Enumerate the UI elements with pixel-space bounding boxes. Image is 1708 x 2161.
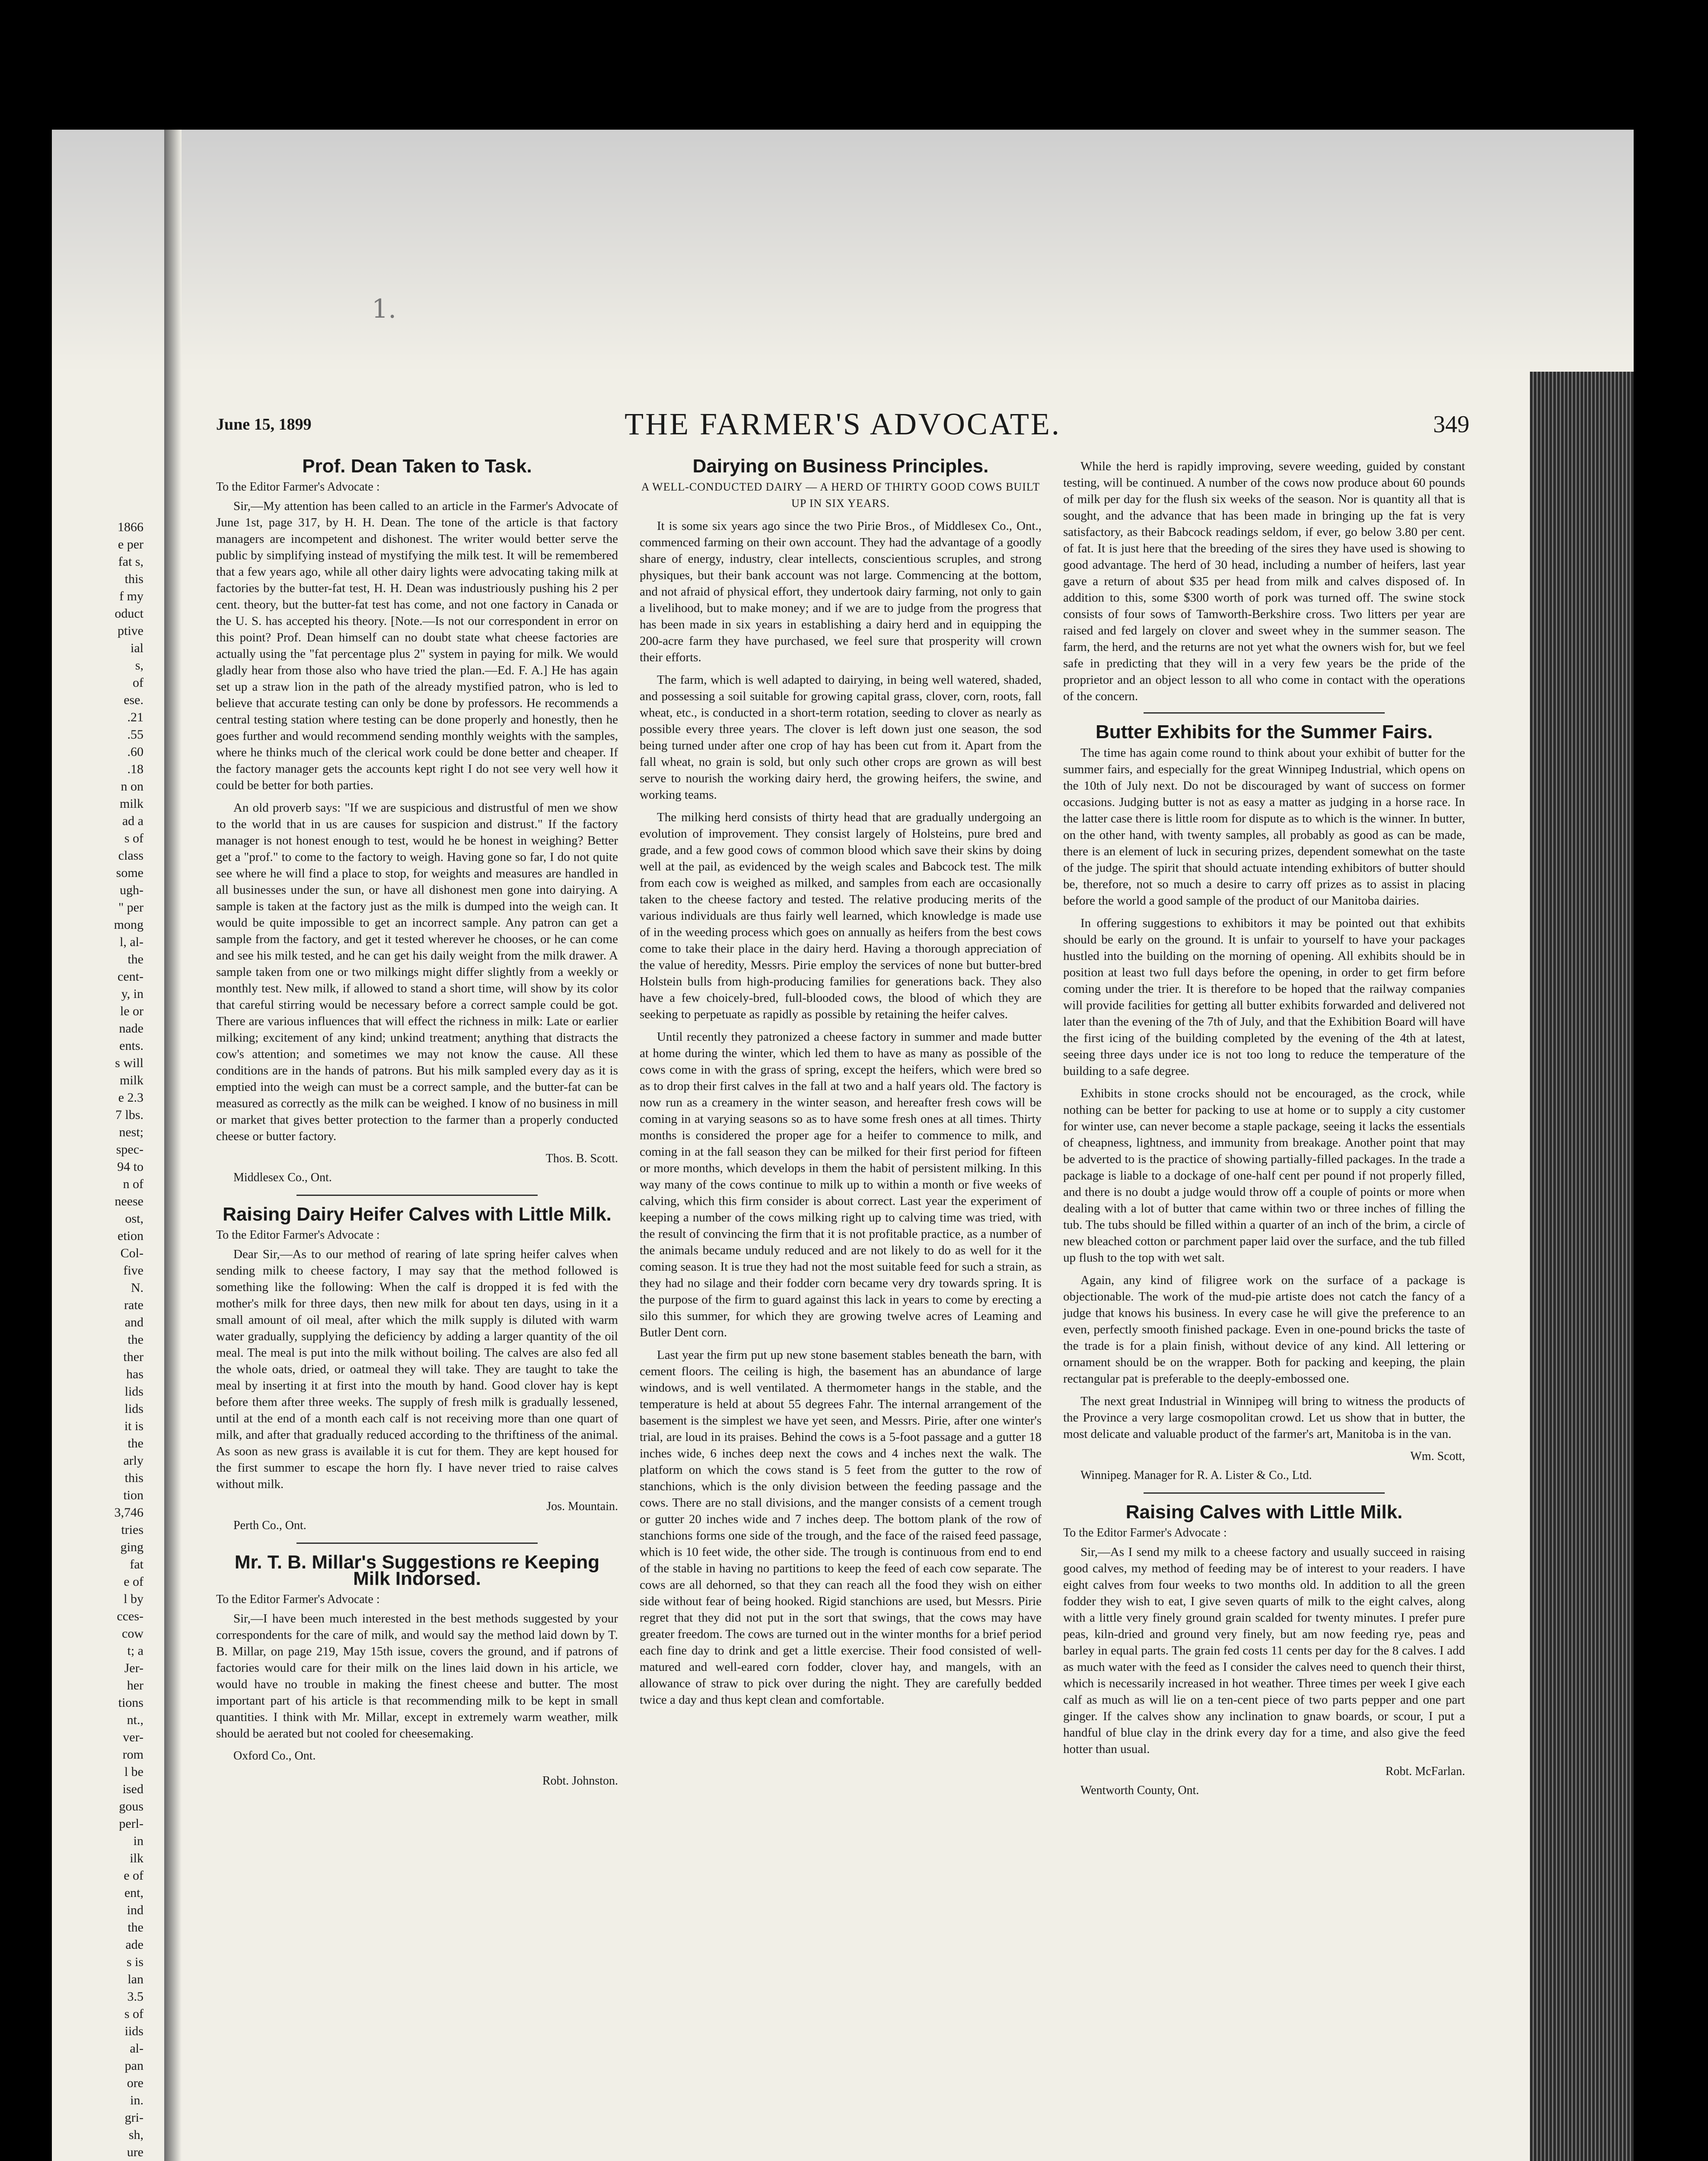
left-page-fragment: milk bbox=[119, 1073, 143, 1087]
page-fold-shadow bbox=[52, 130, 1634, 372]
editor-salutation: To the Editor Farmer's Advocate : bbox=[216, 480, 380, 494]
left-page-fragment: mong bbox=[114, 918, 143, 932]
newspaper-page bbox=[52, 130, 1634, 2161]
left-page-fragment: e 2.3 bbox=[118, 1090, 143, 1105]
paragraph: An old proverb says: "If we are suspicious and distrustful of men we show to the world that in us are causes for suspicion and distrust." If the factory manager is not honest enough to test, would he be honest in weighing? Better get a "prof." to come to the factory to weigh. Having gone so far, I do not quite see where he will find a place to stop, for weights and measures are handled in all businesses under the sun, or have all dishonest men gone into dairying. A sample is taken at the factory just as the milk is dumped into the weigh can. It would be quite impossible to get an incorrect sample. Any patron can get a sample from the factory, and get it tested wherever he chooses, or he can come and see his milk tested, and he can get his daily weight from the milk drawer. A sample taken from one or two milkings might differ slightly from a weekly or monthly test. New milk, if allowed to stand a short time, will show by its color that careful stirring would be necessary before a correct sample could be got. There are various influences that will effect the richness in milk: Late or earlier milking; excitement of any kind; unkind treatment; anything that distracts the cow's attention; and sometimes we may not know the cause. All these conditions are in the hands of patrons. But his milk sampled every day as it is emptied into the weigh can must be a correct sample, and the butter-fat can be measured as correctly as the milk can be weighed. I know of no business in mill or market that gives better protection to the farmer than a properly conducted cheese or butter factory. bbox=[216, 801, 618, 1143]
divider bbox=[296, 1543, 538, 1544]
paragraph: The farm, which is well adapted to dairying, in being well watered, shaded, and possessing a soil suitable for growing capital grass, clover, corn, roots, fall wheat, etc., is conducted in a short-term rotation, seeding to clover as nearly as possible every three years. The clover is left down just one season, the sod being turned under after one crop of hay has been cut from it. Apart from the fall wheat, no grain is sold, but only such other crops are grown as will best serve to nourish the working dairy herd, the growing heifers, the swine, and working teams. bbox=[640, 673, 1042, 802]
left-page-fragment: rom bbox=[122, 1747, 143, 1762]
left-page-fragment: cent- bbox=[118, 969, 143, 984]
paragraph: Sir,—As I send my milk to a cheese factory and usually succeed in raising good calves, my method of feeding may be of interest to your readers. I have eight calves from four weeks to two months old. In addition to all the green fodder they wish to eat, I give seven quarts of milk to the eight calves, along with a little very finely ground grain scalded for twenty minutes. I prefer pure peas, kiln-dried and ground very finely, but am now feeding rye, peas and barley in equal parts. The grain fed costs 11 cents per day for the 8 calves. I add as much water with the feed as I consider the calves need to quench their thirst, which is necessarily increased in hot weather. Three times per week I give each calf as much as will lie on a ten-cent piece of two parts pepper and one part ginger. If the calves show any inclination to gnaw boards, or scour, I put a handful of blue clay in the drink every day for a time, and also give the feed hotter than usual. bbox=[1063, 1545, 1465, 1756]
header-date: June 15, 1899 bbox=[216, 415, 312, 433]
signature: Wm. Scott, bbox=[1410, 1450, 1465, 1463]
article-title: Mr. T. B. Millar's Suggestions re Keeping Milk Indorsed. bbox=[234, 1552, 600, 1589]
page-stack-edge bbox=[1530, 372, 1634, 2161]
left-page-fragment: it is bbox=[124, 1419, 143, 1433]
divider bbox=[1144, 1492, 1385, 1494]
paragraph: In offering suggestions to exhibitors it may be pointed out that exhibits should be early on the ground. It is unfair to yourself to have your packages hustled into the building on the morning of opening. All exhibits should be in position at least two full days before the opening, in order to get firm before coming under the trier. It is therefore to be hoped that the railway companies will provide facilities for getting all butter exhibits forwarded and delivered not later than the evening of the 7th of July, and that the Exhibition Board will have the first icing of the building completed by the evening of the 4th at latest, seeing three days under ice is not too long to reduce the temperature of the building to a safe degree. bbox=[1063, 916, 1465, 1078]
left-page-fragment: s of bbox=[124, 831, 143, 845]
article-title: Prof. Dean Taken to Task. bbox=[302, 456, 532, 477]
column-3 bbox=[1063, 458, 1465, 1807]
column-2 bbox=[640, 458, 1042, 1714]
left-page-fragment: ther bbox=[123, 1350, 143, 1364]
left-page-fragment: n of bbox=[123, 1177, 143, 1191]
left-page-fragment: in. bbox=[130, 2093, 143, 2107]
left-page-fragment: t; a bbox=[127, 1644, 143, 1658]
left-page-fragment: ese. bbox=[124, 693, 143, 707]
left-page-fragment: the bbox=[127, 1920, 143, 1935]
location: Perth Co., Ont. bbox=[233, 1519, 306, 1532]
article-subtitle: A WELL-CONDUCTED DAIRY — A HERD OF THIRTY GOOD COWS BUILT UP IN SIX YEARS. bbox=[641, 481, 1040, 510]
left-page-fragment: arly bbox=[123, 1453, 143, 1468]
paragraph: The time has again come round to think about your exhibit of butter for the summer fairs, and especially for the great Winnipeg Industrial, which opens on the 10th of July next. Do not be discouraged by want of success on former occasions. Judging butter is not as easy a matter as judging in a horse race. In the latter case there is little room for dispute as to which is the winner. In butter, on the other hand, with twenty samples, all probably as good as can be made, there is an element of luck in securing prizes, dependent somewhat on the taste of the judge. The spirit that should actuate intending exhibitors of butter should be, therefore, not so much a desire to carry off prizes as to assist in placing before the world a good sample of the product of our Manitoba dairies. bbox=[1063, 746, 1465, 908]
left-page-fragment: N. bbox=[131, 1281, 143, 1295]
location: Winnipeg. Manager for R. A. Lister & Co., Ltd. bbox=[1080, 1469, 1312, 1482]
left-page-fragment: s, bbox=[135, 658, 143, 673]
left-page-fragment: the bbox=[127, 1436, 143, 1450]
left-page-fragment: Jer- bbox=[124, 1661, 143, 1675]
left-page-fragment: ent, bbox=[124, 1886, 143, 1900]
left-page-fragments bbox=[52, 519, 151, 2161]
left-page-fragment: spec- bbox=[116, 1142, 143, 1157]
paragraph: While the herd is rapidly improving, severe weeding, guided by constant testing, will be continued. A number of the cows now produce about 60 pounds of milk per day for the flush six weeks of the season. Nor is quantity all that is sought, and the advance that has been made in bringing up the fat is very satisfactory, as their Babcock readings seldom, if ever, go below 3.80 per cent. of fat. It is just here that the breeding of the sires they have used is showing to good advantage. The herd of 30 head, including a number of heifers, last year gave a return of about $35 per head from milk and calves disposed of. In addition to this, some $300 worth of pork was turned off. The swine stock consists of four sows of Tamworth-Berkshire cross. Two litters per year are raised and fed largely on clover and sweet whey in the summer season. The farm, the herd, and the returns are not yet what the owners wish for, but we feel safe in predicting that they will in a very few years be the pride of the proprietor and an object lesson to all who come in contact with the operations of the concern. bbox=[1063, 459, 1465, 703]
signature: Robt. Johnston. bbox=[542, 1774, 618, 1788]
left-page-fragment: fat bbox=[130, 1557, 143, 1571]
paragraph: Sir,—I have been much interested in the best methods suggested by your correspondents for the care of milk, and would say the method laid down by T. B. Millar, on page 219, May 15th issue, covers the ground, and if patrons of factories would care for their milk on the lines laid down in his article, we would have no trouble in making the finest cheese and butter. The most important part of his article is that recommending milk to be kept in small quantities. I think with Mr. Millar, except in extremely warm weather, milk should be aerated but not cooled for cheesemaking. bbox=[216, 1612, 618, 1740]
masthead-title: THE FARMER'S ADVOCATE. bbox=[625, 407, 1061, 441]
paragraph: The next great Industrial in Winnipeg will bring to witness the products of the Province a very large cosmopolitan crowd. Let us show that in butter, the most delicate and valuable product of the farmer's art, Manitoba is in the van. bbox=[1063, 1394, 1465, 1441]
left-page-fragment: class bbox=[118, 848, 143, 863]
signature: Robt. McFarlan. bbox=[1385, 1765, 1465, 1778]
left-page-fragment: Col- bbox=[120, 1246, 143, 1260]
paragraph: Exhibits in stone crocks should not be encouraged, as the crock, while nothing can be better for packing to use at home or to supply a city customer for winter use, can never become a staple package, seeing it lacks the essentials of cheapness, lightness, and immunity from breakage. Another point that may be adverted to is the practice of showing partially-filled packages. In the trade a package is liable to a dockage of one-half cent per pound if not properly filled, and there is no doubt a judge would throw off a couple of points or more when dealing with a lot of butter that came within two or three inches of filling the tub. The tubs should be filled within a quarter of an inch of the brim, a circle of new bleached cotton or parchment paper laid over the surface, and the tub filled up flush to the top with wet salt. bbox=[1063, 1087, 1465, 1265]
left-page-fragment: 1866 bbox=[118, 520, 143, 534]
location: Oxford Co., Ont. bbox=[233, 1749, 316, 1763]
location: Wentworth County, Ont. bbox=[1080, 1784, 1199, 1797]
paragraph: The milking herd consists of thirty head that are gradually undergoing an evolution of improvement. They consist largely of Holsteins, pure bred and grade, and a few good cows of common blood which save their skins by doing well at the pail, as evidenced by the weigh scales and Babcock test. The milk from each cow is weighed as milked, and samples from each are occasionally taken to the cheese factory and tested. The relative producing merits of the various individuals are thus fairly well learned, which knowledge is made use of in the weeding process which goes on annually as heifers from the best cows come to take their place in the dairy herd. Having a thorough appreciation of the value of heredity, Messrs. Pirie employ the services of none but butter-bred Holstein bulls from high-producing families for generations back. They also have a few choicely-bred, full-blooded cows, the blood of which they are seeking to perpetuate as rapidly as possible by retaining the heifer calves. bbox=[640, 810, 1042, 1021]
left-page-fragment: 94 to bbox=[117, 1160, 143, 1174]
left-page-fragment: 3.5 bbox=[127, 1989, 143, 2004]
page-header bbox=[216, 406, 1469, 445]
editor-salutation: To the Editor Farmer's Advocate : bbox=[1063, 1526, 1227, 1539]
left-page-fragment: " per bbox=[118, 900, 143, 915]
left-page-fragment: ilk bbox=[130, 1851, 143, 1865]
left-page-fragment: the bbox=[127, 952, 143, 966]
left-page-fragment: gri- bbox=[124, 2110, 143, 2125]
left-page-fragment: sh, bbox=[128, 2128, 143, 2142]
left-page-fragment: this bbox=[124, 1471, 143, 1485]
left-page-fragment: ptive bbox=[118, 624, 143, 638]
divider bbox=[1144, 712, 1385, 714]
left-page-fragment: l be bbox=[124, 1765, 143, 1779]
left-page-fragment: of bbox=[133, 676, 143, 690]
left-page-fragment: ad a bbox=[122, 814, 143, 828]
left-page-fragment: lids bbox=[124, 1402, 143, 1416]
left-page-fragment: ore bbox=[127, 2076, 143, 2090]
left-page-fragment: e of bbox=[124, 1868, 143, 1883]
left-page-fragment: ost, bbox=[125, 1211, 143, 1226]
left-page-fragment: s of bbox=[124, 2007, 143, 2021]
left-page-fragment: rate bbox=[124, 1298, 143, 1312]
left-page-fragment: her bbox=[127, 1678, 143, 1692]
left-page-fragment: lids bbox=[124, 1384, 143, 1399]
left-page-fragment: ure bbox=[127, 2145, 143, 2159]
left-page-fragment: ver- bbox=[123, 1730, 143, 1744]
left-page-fragment: 3,746 bbox=[114, 1505, 143, 1520]
paragraph: Again, any kind of filigree work on the surface of a package is objectionable. The work of the mud-pie artiste does not catch the fancy of a judge that knows his business. In every case he will give the preference to an even, perfectly smooth finished package. Even in one-pound bricks the taste of the trade is for a plain finish, without device of any kind. All lettering or ornament should be on the wrapper. Both for packing and keeping, the plain rectangular pat is preferable to the deeply-embossed one. bbox=[1063, 1273, 1465, 1386]
left-page-fragment: some bbox=[116, 866, 143, 880]
editor-salutation: To the Editor Farmer's Advocate : bbox=[216, 1593, 380, 1606]
paragraph: Until recently they patronized a cheese factory in summer and made butter at home during the winter, which led them to have as many as possible of the cows come in with the grass of spring, except the heifers, which were bred so as to drop their first calves in the fall at two and a half years old. The factory is now run as a creamery in the winter season, and hereafter fresh cows will be coming in at varying seasons so as to have some fresh ones at all times. Thirty months is considered the proper age for a heifer to commence to milk, and coming in at the fall season they can be milked for their first period for fifteen or more months, which develops in them the habit of persistent milking. In this way many of the cows continue to milk up to within a month or five weeks of calving, which this firm consider is about correct. Last year the experiment of keeping a number of the cows milking right up to calving time was tried, with the result of convincing the firm that it is not profitable practice, as a number of the animals became unduly reduced and are not likely to do as well for it the coming season. It is true they had not the most suitable feed for such a strain, as they had no silage and their fodder corn became very dry towards spring. It is the purpose of the firm to guard against this lack in years to come by erecting a silo this summer, for which they are growing twelve acres of Leaming and Butler Dent corn. bbox=[640, 1030, 1042, 1339]
left-page-fragment: l by bbox=[124, 1592, 143, 1606]
pencil-mark: 1. bbox=[372, 294, 397, 324]
left-page-fragment: nt., bbox=[127, 1713, 143, 1727]
left-page-fragment: the bbox=[127, 1332, 143, 1347]
article-title: Butter Exhibits for the Summer Fairs. bbox=[1096, 721, 1433, 743]
left-page-fragment: ial bbox=[131, 641, 143, 655]
left-page-fragment: ind bbox=[127, 1903, 143, 1917]
left-page-fragment: .55 bbox=[127, 727, 143, 742]
left-page-fragment: cces- bbox=[117, 1609, 143, 1623]
left-page-fragment: lan bbox=[127, 1972, 143, 1986]
left-page-fragment: s is bbox=[126, 1955, 143, 1969]
left-page-fragment: has bbox=[126, 1367, 143, 1381]
left-page-fragment: .60 bbox=[127, 745, 143, 759]
left-page-fragment: 7 lbs. bbox=[115, 1108, 143, 1122]
left-page-fragment: tries bbox=[121, 1523, 143, 1537]
left-page-fragment: nest; bbox=[119, 1125, 143, 1139]
left-page-fragment: f my bbox=[119, 589, 143, 603]
left-page-fragment: ging bbox=[120, 1540, 143, 1554]
left-page-fragment: y, in bbox=[121, 987, 143, 1001]
left-page-fragment: etion bbox=[118, 1229, 143, 1243]
left-page-fragment: neese bbox=[115, 1194, 143, 1208]
left-page-fragment: ised bbox=[122, 1782, 143, 1796]
left-page-fragment: milk bbox=[119, 797, 143, 811]
left-page-fragment: and bbox=[124, 1315, 143, 1329]
location: Middlesex Co., Ont. bbox=[233, 1171, 332, 1184]
left-page-fragment: fat s, bbox=[118, 555, 143, 569]
left-page-fragment: tions bbox=[118, 1696, 143, 1710]
left-page-fragment: e per bbox=[118, 537, 143, 551]
left-page-fragment: this bbox=[124, 572, 143, 586]
left-page-fragment: s will bbox=[115, 1056, 143, 1070]
paragraph: Last year the firm put up new stone basement stables beneath the barn, with cement floors. The ceiling is high, the basement has an abundance of large windows, and is well ventilated. A thermometer hangs in the stable, and the temperature is held at about 55 degrees Fahr. The internal arrangement of the basement is the simplest we have yet seen, and Messrs. Pirie, after one winter's trial, are loud in its praises. Behind the cows is a 5-foot passage and a gutter 18 inches wide, 6 inches deep next the cows and 4 inches next the walk. The platform on which the cows stand is 5 feet from the gutter to the row of stanchions, which is the only division between the feeding passage and the cows. There are no stall divisions, and the manger consists of a cement trough or gutter 20 inches wide and 7 inches deep. The bottom plank of the row of stanchions forms one side of the trough, and the face of the raised feed passage, which is 10 feet wide, the other side. The trough is continuous from end to end of the stable in having no partitions to keep the feed of each cow separate. The cows are all dehorned, so that they can reach all the food they wish on either side without fear of being hooked. Rigid stanchions are used, but Messrs. Pirie regret that they did not put in the sort that swings, that the cows may have greater freedom. The cows are turned out in the winter months for a brief period each fine day to drink and get a little exercise. Their food consisted of well-matured and well-eared corn fodder, clover hay, and mangels, with an allowance of straw to pick over during the night. They are carefully bedded twice a day and thus kept clean and comfortable. bbox=[640, 1348, 1042, 1707]
left-page-fragment: ents. bbox=[119, 1039, 143, 1053]
left-page-fragment: ade bbox=[125, 1938, 143, 1952]
left-page-fragment: perl- bbox=[119, 1817, 143, 1831]
article-title: Raising Dairy Heifer Calves with Little Milk. bbox=[223, 1204, 612, 1225]
left-page-fragment: oduct bbox=[115, 606, 143, 621]
paragraph: Dear Sir,—As to our method of rearing of late spring heifer calves when sending milk to cheese factory, I may say that the method followed is something like the following: When the calf is dropped it is fed with the mother's milk for three days, then new milk for about ten days, using in it a small amount of oil meal, after which the milk supply is diluted with warm water gradually, supplying the deficiency by adding a larger quantity of the oil meal. The meal is put into the milk without boiling. The calves are also fed all the whole oats, dried, or oatmeal they will take. They are taught to take the meal by inserting it at first into the mouth by hand. Good clover hay is kept before them after three weeks. The supply of fresh milk is gradually lessened, until at the end of a month each calf is not receiving more than one quart of milk, and after that gradually reduced according to the thriftiness of the animal. As soon as new grass is available it is cut for them. They are kept housed for the first summer to escape the horn fly. I have never tried to raise calves without milk. bbox=[216, 1247, 618, 1491]
signature: Jos. Mountain. bbox=[546, 1500, 618, 1513]
article-title: Dairying on Business Principles. bbox=[692, 456, 989, 477]
left-page-fragment: le or bbox=[120, 1004, 143, 1018]
left-page-fragment: five bbox=[123, 1263, 143, 1278]
article-title: Raising Calves with Little Milk. bbox=[1125, 1501, 1403, 1523]
left-page-fragment: in bbox=[133, 1834, 143, 1848]
left-page-fragment: l, al- bbox=[120, 935, 143, 949]
divider bbox=[296, 1195, 538, 1196]
editor-salutation: To the Editor Farmer's Advocate : bbox=[216, 1228, 380, 1242]
left-page-fragment: .21 bbox=[127, 710, 143, 724]
left-page-fragment: nade bbox=[119, 1021, 143, 1036]
left-page-fragment: iids bbox=[124, 2024, 143, 2038]
page-number: 349 bbox=[1433, 411, 1469, 438]
paragraph: Sir,—My attention has been called to an article in the Farmer's Advocate of June 1st, page 317, by H. H. Dean. The tone of the article is that factory managers are incompetent and dishonest. The writer would better serve the public by simplifying instead of mystifying the milk test. It will be remembered that a few years ago, while all other dairy lights were advocating taking milk at factories by the butter-fat test, H. H. Dean was industriously pushing his 2 per cent. theory, but the butter-fat test has come, and not one factory in Canada or the U. S. has accepted his theory. [Note.—Is not our correspondent in error on this point? Prof. Dean himself can no doubt state what cheese factories are actually using the "fat percentage plus 2" system in paying for milk. We would gladly hear from those also who have tried the plan.—Ed. F. A.] He has again set up a straw lion in the path of the already mystified patron, who is led to believe that accurate testing can only be done by professors. He recommends a central testing station where testing can be done properly and honestly, then he goes further and would recommend sending monthly weights with the samples, where he thinks much of the clerical work could be done better and cheaper. If the factory manager gets the accounts kept right I do not see very well how it could be better for both parties. bbox=[216, 499, 618, 792]
left-page-fragment: cow bbox=[122, 1626, 143, 1641]
paragraph: It is some six years ago since the two Pirie Bros., of Middlesex Co., Ont., commenced farming on their own account. They had the advantage of a goodly share of energy, industry, clear intellects, conscientious scruples, and strong physiques, but their bank account was not large. Commencing at the bottom, and not afraid of physical effort, they undertook dairy farming, not only to gain a livelihood, but to make money; and if we are to judge from the progress that has been made in six years in establishing a dairy herd and in equipping the 200-acre farm they have purchased, we feel sure that prosperity will crown their efforts. bbox=[640, 519, 1042, 664]
left-page-fragment: ugh- bbox=[120, 883, 143, 897]
left-page-fragment: .18 bbox=[127, 762, 143, 776]
left-page-fragment: gous bbox=[119, 1799, 143, 1814]
column-1 bbox=[216, 458, 618, 1792]
left-page-fragment: pan bbox=[124, 2059, 143, 2073]
left-page-fragment: al- bbox=[130, 2041, 143, 2056]
left-page-fragment: n on bbox=[121, 779, 143, 794]
left-page-fragment: e of bbox=[124, 1575, 143, 1589]
left-page-fragment: tion bbox=[123, 1488, 143, 1502]
book-spine bbox=[164, 130, 182, 2161]
signature: Thos. B. Scott. bbox=[545, 1152, 618, 1165]
